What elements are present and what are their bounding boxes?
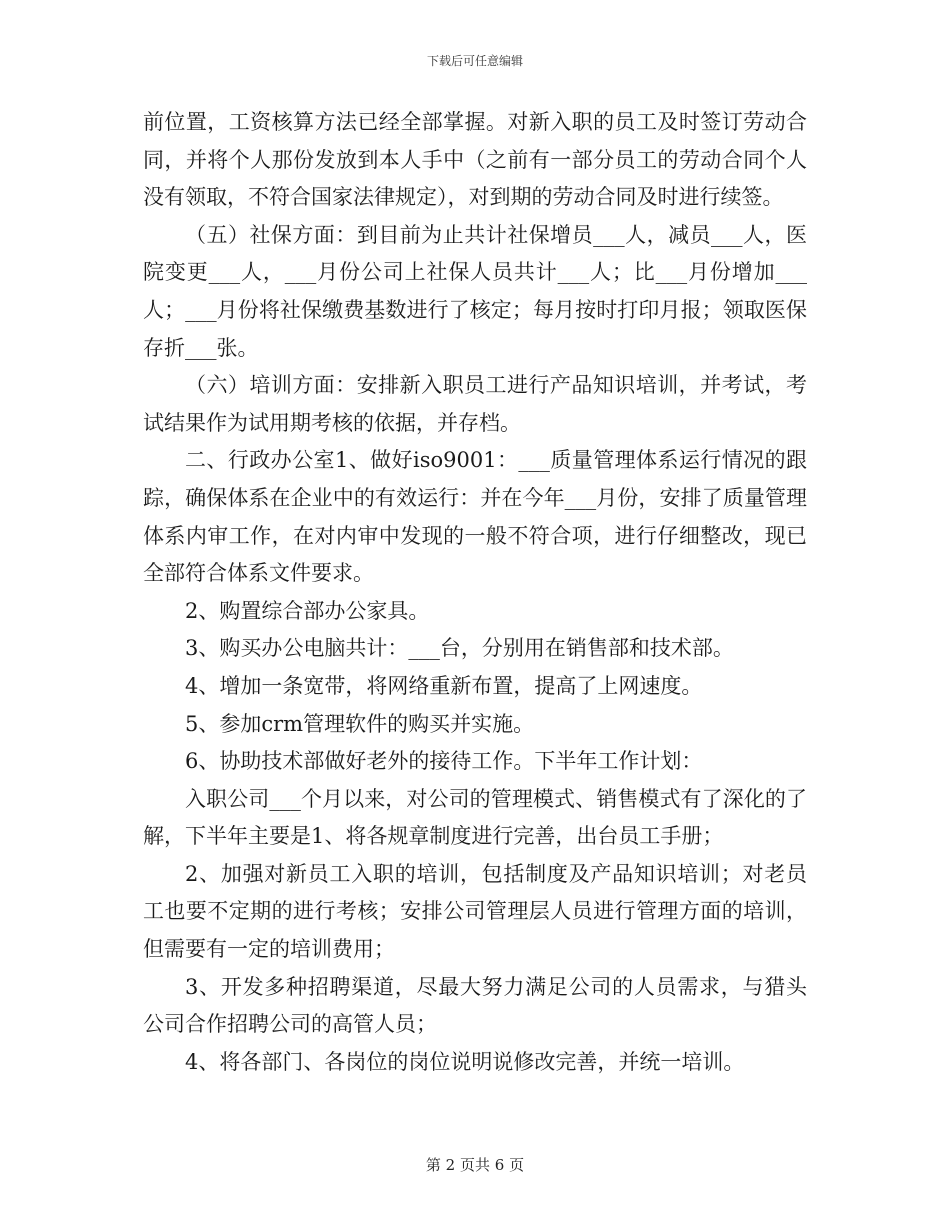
body-text	[143, 104, 807, 1081]
paragraph: 2、购置综合部办公家具。	[185, 598, 430, 623]
paragraph: 前位置，工资核算方法已经全部掌握。对新入职的员工及时签订劳动合同，并将个人那份发放到本人手中（之前有一部分员工的劳动合同个人没有领取，不符合国家法律规定），对到期的劳动合同及时进行续签。	[143, 110, 807, 210]
paragraph: 5、参加crm管理软件的购买并实施。	[185, 711, 535, 736]
paragraph: （六）培训方面：安排新入职员工进行产品知识培训，并考试，考试结果作为试用期考核的依据，并存档。	[143, 373, 807, 435]
paragraph: 4、增加一条宽带，将网络重新布置，提高了上网速度。	[185, 673, 703, 698]
paragraph: 4、将各部门、各岗位的岗位说明说修改完善，并统一培训。	[185, 1049, 745, 1074]
paragraph: （五）社保方面：到目前为止共计社保增员___人，减员___人，医院变更___人，___月份公司上社保人员共计___人；比___月份增加___人；___月份将社保缴费基数进行了核定；每月按时打印月报；领取医保存折___张。	[143, 222, 807, 360]
paragraph: 3、购买办公电脑共计：___台，分别用在销售部和技术部。	[185, 636, 734, 661]
page-header: 下载后可任意编辑	[426, 54, 523, 68]
paragraph: 2、加强对新员工入职的培训，包括制度及产品知识培训；对老员工也要不定期的进行考核；安排公司管理层人员进行管理方面的培训，但需要有一定的培训费用；	[143, 861, 807, 962]
paragraph: 入职公司___个月以来，对公司的管理模式、销售模式有了深化的了解，下半年主要是1、将各规章制度进行完善，出台员工手册；	[143, 786, 807, 849]
paragraph: 二、行政办公室1、做好iso9001：___质量管理体系运行情况的跟踪，确保体系在企业中的有效运行：并在今年___月份，安排了质量管理体系内审工作，在对内审中发现的一般不符合项，进行仔细整改，现已全部符合体系文件要求。	[143, 448, 807, 586]
paragraph: 6、协助技术部做好老外的接待工作。下半年工作计划：	[185, 749, 703, 774]
page-footer: 第 2 页共 6 页	[425, 1156, 525, 1174]
paragraph: 3、开发多种招聘渠道，尽最大努力满足公司的人员需求，与猎头公司合作招聘公司的高管人员；	[143, 974, 807, 1037]
